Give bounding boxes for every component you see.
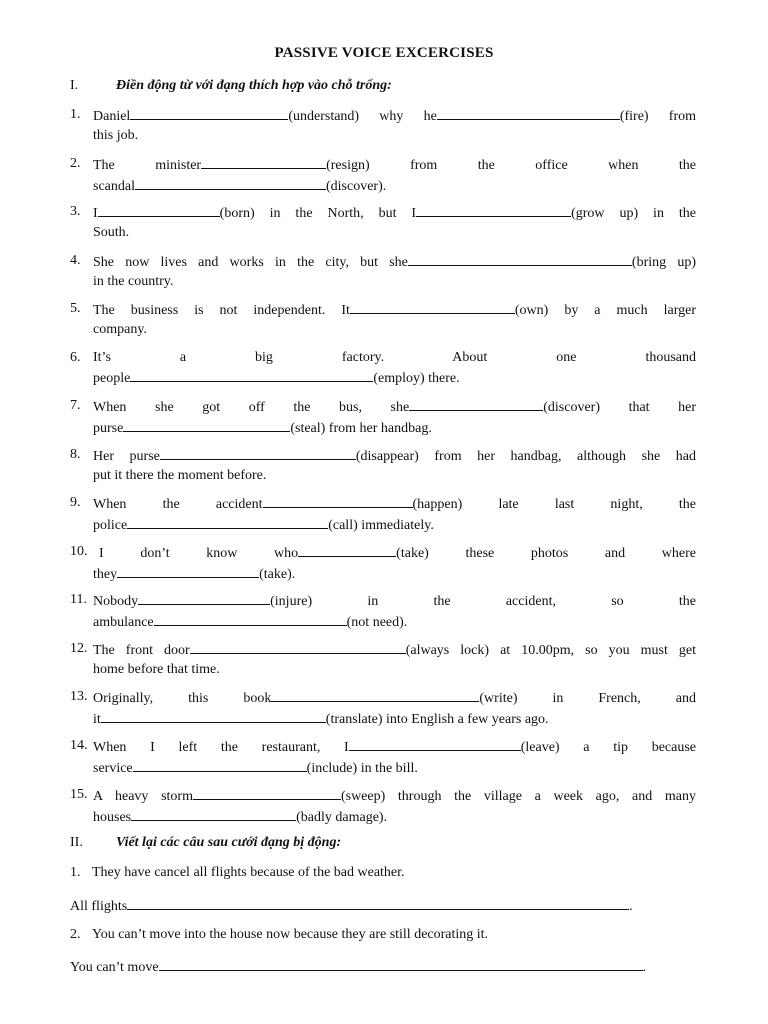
- item-text: Originally, this book: [93, 691, 272, 706]
- item-text: Her purse: [93, 449, 160, 464]
- item-number: 11.: [70, 592, 87, 607]
- section-1-number: I.: [70, 78, 79, 93]
- exercise-item-15: [70, 786, 696, 827]
- answer-line[interactable]: [127, 896, 629, 910]
- item-text: (disappear) from her handbag, although she had: [355, 449, 696, 464]
- answer-blank[interactable]: [130, 368, 373, 382]
- item-text: (call) immediately.: [328, 517, 434, 533]
- item-text: (write) in French, and: [479, 691, 696, 706]
- answer-blank[interactable]: [98, 203, 220, 217]
- page-title: PASSIVE VOICE EXCERCISES: [274, 45, 494, 61]
- item-text: (happen) late last night, the: [412, 497, 696, 512]
- answer-blank[interactable]: [298, 543, 396, 557]
- answer-prompt: All flights: [70, 899, 128, 914]
- exercise-item-4: [70, 252, 696, 291]
- answer-blank[interactable]: [408, 252, 632, 266]
- exercise-item-14: [70, 737, 696, 778]
- item-text: ambulance: [93, 614, 154, 630]
- item-number: 3.: [70, 204, 81, 219]
- item-text: (discover).: [325, 178, 387, 194]
- item-text: (bring up): [631, 255, 696, 270]
- answer-blank[interactable]: [271, 688, 479, 702]
- item-text: (not need).: [346, 614, 408, 630]
- answer-blank[interactable]: [117, 564, 259, 578]
- item-text: put it there the moment before.: [93, 467, 267, 483]
- item-text: (take).: [259, 566, 296, 582]
- rewrite-item-1-sentence: [70, 864, 690, 883]
- item-text: You can’t move into the house now because they are still decorating it.: [92, 927, 489, 942]
- item-text: service: [93, 760, 133, 776]
- item-text: The business is not independent. It: [93, 303, 350, 318]
- item-number: 8.: [70, 447, 81, 462]
- answer-blank[interactable]: [160, 446, 356, 460]
- item-text: South.: [93, 224, 130, 240]
- item-text: They have cancel all flights because of the bad weather.: [92, 865, 405, 880]
- rewrite-item-1-answer: [70, 896, 690, 917]
- answer-blank[interactable]: [133, 758, 307, 772]
- answer-blank[interactable]: [263, 494, 413, 508]
- answer-blank[interactable]: [130, 106, 288, 120]
- answer-blank[interactable]: [349, 737, 521, 751]
- item-text: company.: [93, 321, 147, 337]
- item-text: Daniel: [93, 109, 131, 124]
- answer-blank[interactable]: [138, 591, 270, 605]
- section-2-number: II.: [70, 835, 83, 850]
- item-number: 14.: [70, 738, 88, 753]
- answer-blank[interactable]: [127, 515, 328, 529]
- item-text: police: [93, 517, 128, 533]
- exercise-item-12: [70, 640, 696, 679]
- item-text: When the accident: [93, 497, 263, 512]
- item-number: 13.: [70, 689, 88, 704]
- item-text: (grow up) in the: [571, 206, 696, 221]
- exercise-item-13: [70, 688, 696, 729]
- item-text: (resign) from the office when the: [326, 158, 696, 173]
- item-number: 4.: [70, 253, 81, 268]
- item-text: A heavy storm: [93, 789, 193, 804]
- item-text: (fire) from: [619, 109, 697, 124]
- item-number: 7.: [70, 398, 81, 413]
- item-text: (translate) into English a few years ago.: [325, 711, 549, 727]
- item-number: 12.: [70, 641, 88, 656]
- exercise-item-10: [70, 543, 696, 584]
- item-text: When she got off the bus, she: [93, 400, 410, 415]
- item-text: Nobody: [93, 594, 139, 609]
- item-text: (born) in the North, but I: [219, 206, 417, 221]
- item-number: 1.: [70, 107, 81, 122]
- item-text: home before that time.: [93, 661, 220, 677]
- answer-blank[interactable]: [193, 786, 341, 800]
- item-text: The front door: [93, 643, 190, 658]
- item-number: 15.: [70, 787, 88, 802]
- item-number: 2.: [70, 927, 81, 942]
- item-text: they: [93, 566, 118, 582]
- exercise-item-3: [70, 203, 696, 242]
- exercise-item-1: [70, 106, 696, 145]
- item-text: scandal: [93, 178, 135, 194]
- item-text: When I left the restaurant, I: [93, 740, 349, 755]
- answer-blank[interactable]: [437, 106, 620, 120]
- answer-blank[interactable]: [416, 203, 571, 217]
- item-text: (own) by a much larger: [514, 303, 697, 318]
- rewrite-item-2-sentence: [70, 926, 690, 945]
- item-text: (leave) a tip because: [520, 740, 696, 755]
- item-text: (sweep) through the village a week ago, and many: [340, 789, 696, 804]
- answer-blank[interactable]: [135, 176, 326, 190]
- answer-line[interactable]: [159, 957, 643, 971]
- exercise-item-7: [70, 397, 696, 438]
- item-text: It’s a big factory. About one thousand: [93, 350, 696, 365]
- item-text: (badly damage).: [296, 809, 388, 825]
- item-number: 9.: [70, 495, 81, 510]
- item-number: 5.: [70, 301, 81, 316]
- answer-blank[interactable]: [101, 709, 326, 723]
- section-1-instruction: Điền động từ với đạng thích hợp vào chỗ trống:: [116, 78, 392, 93]
- answer-end: .: [629, 899, 633, 914]
- answer-blank[interactable]: [123, 418, 290, 432]
- answer-end: .: [642, 960, 647, 975]
- item-text: (injure) in the accident, so the: [270, 594, 696, 609]
- item-text: I don’t know who: [99, 546, 299, 561]
- item-text: (understand) why he: [288, 109, 437, 124]
- item-text: purse: [93, 420, 124, 436]
- exercise-item-6: [70, 349, 696, 388]
- item-text: (always lock) at 10.00pm, so you must get: [405, 643, 696, 658]
- item-text: (employ) there.: [373, 370, 460, 386]
- item-text: houses: [93, 809, 132, 825]
- answer-blank[interactable]: [190, 640, 406, 654]
- answer-blank[interactable]: [409, 397, 543, 411]
- answer-blank[interactable]: [154, 612, 347, 626]
- item-number: 2.: [70, 156, 81, 171]
- item-text: it: [93, 711, 101, 727]
- item-text: this job.: [93, 127, 139, 143]
- exercise-item-5: [70, 300, 696, 339]
- item-text: people: [93, 370, 131, 386]
- answer-blank[interactable]: [350, 300, 515, 314]
- item-text: (include) in the bill.: [306, 760, 418, 776]
- item-text: She now lives and works in the city, but she: [93, 255, 408, 270]
- item-text: in the country.: [93, 273, 174, 289]
- exercise-item-9: [70, 494, 696, 535]
- exercise-item-8: [70, 446, 696, 485]
- item-number: 6.: [70, 350, 81, 365]
- section-2-heading: [70, 834, 710, 853]
- item-text: (discover) that her: [543, 400, 697, 415]
- answer-blank[interactable]: [131, 807, 296, 821]
- item-number: 1.: [70, 865, 81, 880]
- rewrite-item-2-answer: [70, 957, 710, 978]
- item-text: I: [93, 206, 98, 221]
- item-text: The minister: [93, 158, 202, 173]
- answer-blank[interactable]: [201, 155, 326, 169]
- exercise-item-2: [70, 155, 696, 196]
- answer-prompt: You can’t move: [70, 960, 159, 975]
- section-2-instruction: Viết lại các câu sau cưới đạng bị động:: [116, 835, 342, 850]
- item-text: (take) these photos and where: [396, 546, 696, 561]
- item-number: 10.: [70, 544, 88, 559]
- exercise-item-11: [70, 591, 696, 632]
- section-1-heading: [70, 77, 710, 96]
- item-text: (steal) from her handbag.: [290, 420, 432, 436]
